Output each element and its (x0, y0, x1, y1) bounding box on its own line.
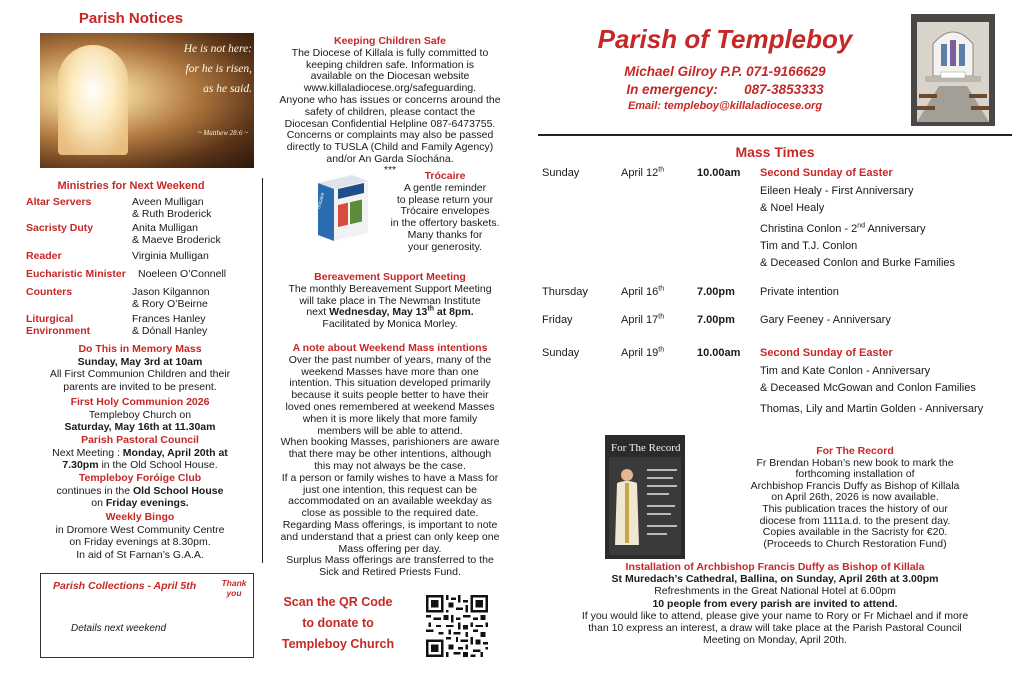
verse-line: as he said. (203, 83, 252, 95)
record-line: Copies available in the Sacristy for €20. (762, 526, 948, 539)
mass-intention-row (0, 199, 1024, 217)
note-line: when it is more likely that more family (302, 412, 478, 425)
person: & Dónall Hanley (132, 325, 208, 337)
bingo-line: In aid of St Farnan’s G.A.A. (76, 548, 204, 561)
ministries-title: Ministries for Next Weekend (57, 180, 205, 192)
pastoral-council-notice (22, 434, 258, 472)
mass-day: Sunday (542, 167, 580, 179)
installation-venue: St Muredach’s Cathedral, Ballina, on Sunday, April 26th at 3.00pm (611, 572, 939, 585)
mass-time-row (0, 311, 1024, 329)
donate-qr-code[interactable] (426, 595, 488, 657)
mass-intention: Tim and T.J. Conlon (760, 240, 858, 252)
pew (971, 106, 989, 110)
safe-line: available on the Diocesan website (310, 70, 470, 83)
trocaire-line: Many thanks for (407, 228, 483, 241)
communion-when: Saturday, May 16th at 11.30am (64, 421, 216, 433)
note-line: Sick and Retired Priests Fund. (319, 566, 461, 579)
record-line: diocese from 1111a.d. to the present day. (759, 514, 951, 527)
text-span: at 8pm. (433, 306, 474, 319)
date-text: April 19 (621, 347, 659, 359)
safeguarding-link[interactable]: www.killaladiocese.org/safeguarding. (303, 82, 477, 95)
installation-line: Meeting on Monday, April 20th. (703, 633, 847, 646)
person: & Rory O’Beirne (132, 298, 208, 310)
safe-line: keeping children safe. Information is (305, 58, 475, 71)
cover-text-line (647, 505, 675, 507)
person: & Ruth Broderick (132, 208, 212, 220)
mass-intention: Thomas, Lily and Martin Golden - Anniversary (760, 403, 984, 415)
note-line: members will be able to attend. (317, 424, 463, 437)
thank-you-note: Thank you (221, 578, 247, 598)
memory-mass-title: Do This in Memory Mass (78, 343, 202, 355)
cover-text-line (647, 469, 677, 471)
note-line: When booking Masses, parishioners are aware (280, 436, 500, 449)
safe-line: The Diocese of Killala is fully committed to (291, 46, 489, 59)
mass-date (621, 283, 664, 301)
note-line: because it suits people better to have their (291, 389, 489, 402)
trocaire-line: your generosity. (408, 240, 482, 253)
trocaire-line: to please return your (396, 193, 494, 206)
for-the-record-notice (690, 446, 1020, 550)
installation-invite: 10 people from every parish are invited to attend. (652, 598, 898, 611)
box-brand: trócaire (316, 191, 327, 210)
installation-notice (538, 562, 1012, 647)
ordinal-suffix: th (658, 285, 665, 293)
cover-text-line (647, 477, 673, 479)
ordinal-suffix: th (658, 313, 665, 321)
mass-intention: Private intention (760, 286, 839, 298)
weekend-mass-title: A note about Weekend Mass intentions (292, 342, 488, 354)
safe-line: Concerns or complaints may also be passed (286, 129, 494, 142)
window-left (941, 44, 947, 66)
safe-line: Anyone who has issues or concerns around the (279, 93, 501, 106)
note-line: Surplus Mass offerings are transferred to the (286, 554, 494, 567)
pastoral-council-line (22, 459, 258, 472)
qr-line: to donate to (302, 616, 374, 630)
verse-citation: ~ Matthew 28:6 ~ (197, 129, 248, 137)
person: Frances Hanley (132, 313, 206, 325)
ministry-role: Altar Servers (26, 196, 92, 208)
person: Anita Mulligan (132, 222, 198, 234)
mass-time: 10.00am (697, 347, 741, 359)
ordinal-suffix: th (658, 166, 665, 174)
installation-line: than 10 express an interest, a draw will take place at the Parish Pastoral Council (588, 621, 962, 634)
mass-day: Friday (542, 314, 573, 326)
communion-title: First Holy Communion 2026 (70, 396, 210, 408)
mass-date (621, 344, 664, 362)
safe-line: safety of children, please contact the (304, 105, 476, 118)
role-line: Liturgical (26, 313, 74, 325)
mass-time: 7.00pm (697, 286, 735, 298)
mass-intention: Tim and Kate Conlon - Anniversary (760, 365, 931, 377)
mass-intention: Gary Feeney - Anniversary (760, 314, 891, 326)
parish-title: Parish of Templeboy (597, 24, 853, 54)
ministry-role: Counters (26, 286, 73, 298)
mass-date (621, 311, 664, 329)
mass-time: 7.00pm (697, 314, 735, 326)
mass-intention: Second Sunday of Easter (760, 347, 893, 359)
ordinal-suffix: th (658, 346, 665, 354)
note-line: intention. This situation developed primarily (289, 377, 491, 390)
foroige-title: Templeboy Foróige Club (78, 472, 202, 484)
note-line: that there may be other intentions, although (288, 448, 492, 461)
collections-title: Parish Collections - April 5th (53, 580, 197, 592)
separator-stars: *** (383, 163, 397, 176)
bingo-title: Weekly Bingo (105, 511, 175, 523)
meeting-time: 7.30pm (62, 459, 99, 471)
ministry-role: Eucharistic Minister (26, 268, 126, 280)
bingo-notice (22, 511, 258, 561)
safe-line: and/or An Garda Síochána. (326, 152, 454, 165)
cover-title: For The Record (611, 442, 681, 454)
record-line: This publication traces the history of our (762, 502, 948, 515)
mass-intention-row (0, 182, 1024, 200)
ministry-role: Reader (26, 250, 62, 262)
easter-image (40, 33, 254, 168)
emergency-contact: In emergency: 087-3853333 (626, 82, 824, 97)
for-the-record-book-cover (605, 435, 685, 559)
installation-line: If you would like to attend, please give your name to Rory or Fr Michael and if more (581, 610, 969, 623)
record-line: Archbishop Francis Duffy as Bishop of Killala (750, 479, 960, 492)
verse-line: He is not here: (183, 43, 252, 55)
text-span: next (306, 306, 330, 319)
trocaire-line: Trócaire envelopes (400, 205, 490, 218)
parish-notices-title: Parish Notices (78, 10, 184, 27)
note-line: loved ones remembered at weekend Masses (285, 400, 495, 413)
foroige-line (22, 497, 258, 510)
mass-time-row (0, 164, 1024, 182)
note-line: weekend Masses have more than one (301, 365, 479, 378)
mass-intention-row (0, 379, 1024, 397)
note-line: and understand that a priest can only keep one (280, 530, 500, 543)
mass-intention: & Deceased McGowan and Conlon Families (760, 382, 976, 394)
meeting-date: Monday, April 20th at (122, 446, 228, 459)
cover-text-line (647, 533, 667, 535)
safe-line: directly to TUSLA (Child and Family Agency) (286, 141, 494, 154)
mass-day: Thursday (542, 286, 588, 298)
foroige-line (22, 485, 258, 498)
person: Jason Kilgannon (132, 286, 210, 298)
foroige-notice (22, 472, 258, 510)
mass-time-row (0, 283, 1024, 301)
text-span: in the Old School House. (98, 459, 218, 471)
date-text: April 12 (621, 167, 659, 179)
header-rule (538, 134, 1012, 136)
communion-place: Templeboy Church on (88, 408, 192, 421)
mass-intention-row (0, 362, 1024, 380)
parish-collections-box (40, 573, 254, 658)
record-title: For The Record (816, 445, 894, 457)
verse-line: for he is risen, (185, 63, 252, 75)
record-line: on April 26th, 2026 is now available. (771, 491, 939, 504)
mass-intention-row (0, 237, 1024, 255)
person: Virginia Mulligan (132, 250, 209, 262)
mass-day: Sunday (542, 347, 580, 359)
note-line: close as possible to the required date. (301, 507, 479, 520)
cover-text-line (647, 525, 677, 527)
mass-time-row (0, 344, 1024, 362)
altar (941, 72, 965, 78)
trocaire-line: in the offertory baskets. (390, 217, 500, 230)
text-span: on (91, 497, 106, 509)
mass-date (621, 164, 664, 182)
bereavement-title: Bereavement Support Meeting (314, 271, 466, 283)
memory-mass-text: All First Communion Children and their (49, 368, 231, 380)
easter-verse (140, 39, 252, 99)
record-line: (Proceeds to Church Restoration Fund) (763, 537, 947, 550)
collections-details: Details next weekend (71, 623, 167, 634)
pew (919, 94, 937, 98)
role-line: Environment (26, 325, 91, 337)
pastoral-council-line (22, 447, 258, 460)
note-line: Mass offering per day. (338, 542, 442, 555)
note-line: accommodated on an available weekday as (288, 495, 492, 508)
ordinal-suffix: th (427, 305, 434, 313)
tomb-light (58, 45, 128, 155)
cover-text-line (647, 493, 669, 495)
note-line: If a person or family wishes to have a Mass for (281, 471, 499, 484)
date-text: April 16 (621, 286, 659, 298)
note-line: this may not always be the case. (314, 459, 466, 472)
memory-mass-text: parents are invited to be present. (63, 380, 217, 393)
pew (917, 106, 935, 110)
note-line: Over the past number of years, many of the (288, 353, 492, 366)
window-right (959, 44, 965, 66)
person: Noeleen O’Connell (138, 268, 227, 280)
text-span: Wednesday, May 13 (329, 306, 428, 319)
ordinal-suffix: nd (857, 222, 866, 230)
memory-mass-when: Sunday, May 3rd at 10am (77, 355, 203, 368)
church-interior-image (911, 14, 995, 126)
record-line: forthcoming installation of (795, 468, 915, 481)
bereavement-line: The monthly Bereavement Support Meeting (288, 282, 492, 295)
date-text: April 17 (621, 314, 659, 326)
parish-email[interactable]: Email: templeboy@killaladiocese.org (627, 100, 823, 112)
priest-contact: Michael Gilroy P.P. 071-9166629 (624, 64, 826, 79)
person: Aveen Mulligan (132, 196, 204, 208)
mass-intention-row (0, 254, 1024, 272)
pastoral-council-title: Parish Pastoral Council (81, 434, 199, 446)
qr-donate-text (268, 592, 408, 655)
installation-refreshments: Refreshments in the Great National Hotel at 6.00pm (654, 584, 896, 597)
qr-line: Scan the QR Code (283, 595, 393, 609)
trocaire-title: Trócaire (424, 170, 466, 182)
mass-intention-row (0, 217, 1024, 238)
installation-title: Installation of Archbishop Francis Duffy as Bishop of Killala (625, 561, 925, 573)
foroige-venue: Old School House (133, 484, 224, 497)
safe-line: Diocesan Confidential Helpline 087-6473755. (284, 117, 496, 130)
text-span: Christina Conlon - 2 (760, 223, 858, 235)
safe-title: Keeping Children Safe (333, 35, 447, 47)
text-span: Next Meeting : (52, 446, 123, 459)
note-line: Regarding Mass offerings, is important to note (282, 518, 498, 531)
keeping-children-safe-notice (265, 36, 515, 175)
bingo-line: on Friday evenings at 8.30pm. (69, 536, 211, 548)
cover-text-line (647, 485, 677, 487)
bereavement-line: Facilitated by Monica Morley. (322, 318, 458, 331)
mass-intention: Eileen Healy - First Anniversary (760, 185, 914, 197)
mass-intention (760, 220, 1020, 238)
record-line: Fr Brendan Hoban’s new book to mark the (756, 456, 954, 469)
text-span: Anniversary (865, 223, 926, 235)
mass-time: 10.00am (697, 167, 741, 179)
bereavement-line: will take place in The Newman Institute (299, 294, 481, 307)
mass-intention: & Deceased Conlon and Burke Families (760, 257, 956, 269)
text-span: continues in the (56, 484, 134, 497)
figure-stole (625, 483, 629, 543)
foroige-when: Friday evenings. (105, 497, 189, 509)
mass-intention-row (0, 400, 1024, 418)
person: & Maeve Broderick (132, 234, 221, 246)
window-center (950, 40, 956, 66)
qr-line: Templeboy Church (281, 637, 395, 651)
cover-text-line (647, 513, 671, 515)
ministry-role: Sacristy Duty (26, 222, 94, 234)
mass-intention: Second Sunday of Easter (760, 167, 893, 179)
mass-intention: & Noel Healy (760, 202, 825, 214)
bingo-line: in Dromore West Community Centre (55, 523, 225, 536)
mass-times-title: Mass Times (735, 144, 815, 160)
trocaire-line: A gentle reminder (403, 181, 487, 194)
figure-head (621, 469, 633, 481)
pew (969, 94, 987, 98)
note-line: just one intention, this request can be (303, 483, 477, 496)
